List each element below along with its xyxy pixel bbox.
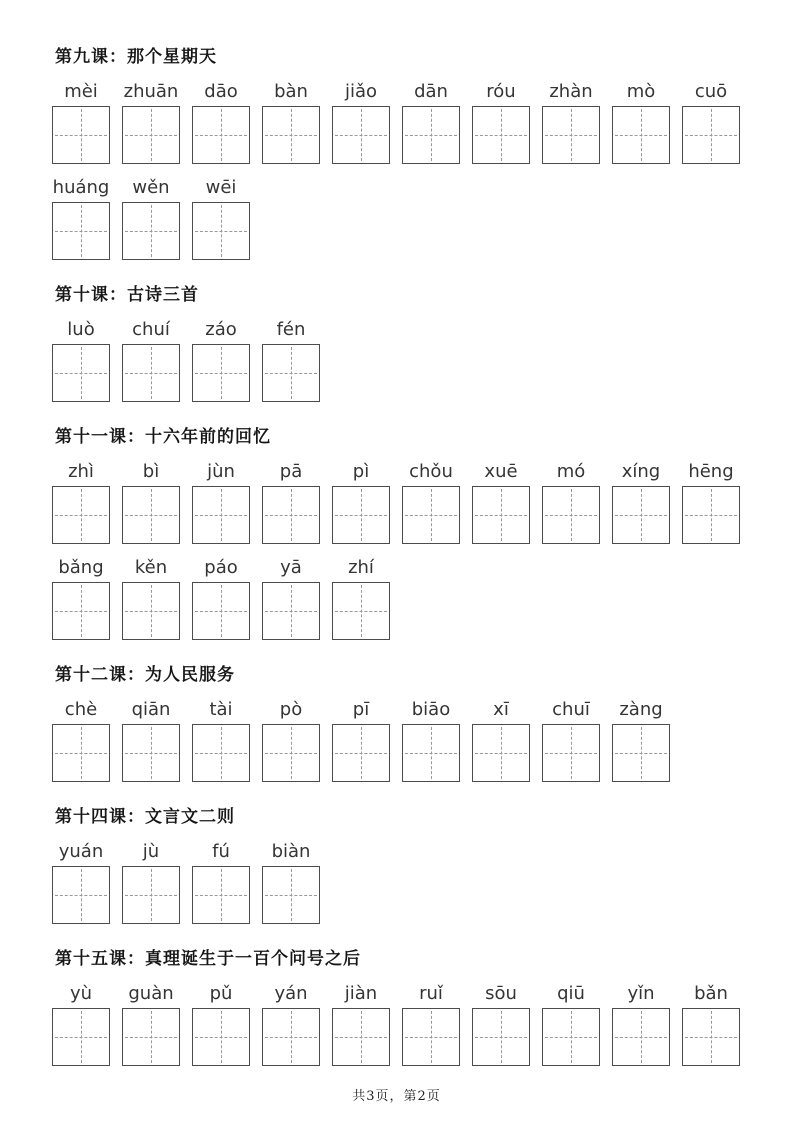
- tianzige-box: [52, 202, 110, 260]
- pinyin-cell: [472, 698, 530, 782]
- pinyin-label: chè: [64, 699, 98, 720]
- pinyin-label: pì: [352, 461, 370, 482]
- pinyin-row: [52, 318, 742, 402]
- pinyin-cell: [612, 460, 670, 544]
- tianzige-box: [192, 106, 250, 164]
- lesson-section: [52, 664, 742, 782]
- pinyin-cell: [262, 80, 320, 164]
- pinyin-cell: [122, 318, 180, 402]
- tianzige-box: [612, 1008, 670, 1066]
- pinyin-label: hēng: [688, 461, 734, 482]
- pinyin-label: dān: [414, 81, 448, 102]
- lesson-title: 第十一课：十六年前的回忆: [55, 427, 271, 447]
- pinyin-cell: [122, 698, 180, 782]
- tianzige-box: [682, 486, 740, 544]
- pinyin-label: yán: [274, 983, 308, 1004]
- pinyin-label: mèi: [64, 81, 98, 102]
- pinyin-label: sōu: [485, 983, 517, 1004]
- tianzige-box: [122, 724, 180, 782]
- tianzige-box: [402, 1008, 460, 1066]
- pinyin-label: zhì: [68, 461, 94, 482]
- pinyin-label: zàng: [619, 699, 663, 720]
- tianzige-box: [192, 202, 250, 260]
- pinyin-label: bì: [142, 461, 160, 482]
- pinyin-row: [52, 698, 742, 782]
- pinyin-row: [52, 556, 742, 640]
- pinyin-cell: [682, 460, 740, 544]
- pinyin-cell: [122, 556, 180, 640]
- pinyin-row: [52, 80, 742, 164]
- tianzige-box: [332, 724, 390, 782]
- pinyin-cell: [262, 318, 320, 402]
- pinyin-row: [52, 176, 742, 260]
- pinyin-cell: [542, 460, 600, 544]
- pinyin-cell: [262, 982, 320, 1066]
- pinyin-cell: [472, 460, 530, 544]
- pinyin-cell: [612, 698, 670, 782]
- pinyin-label: mò: [626, 81, 656, 102]
- pinyin-label: zhí: [348, 557, 374, 578]
- tianzige-box: [192, 866, 250, 924]
- tianzige-box: [472, 486, 530, 544]
- pinyin-cell: [682, 80, 740, 164]
- tianzige-box: [52, 724, 110, 782]
- pinyin-label: qiān: [131, 699, 171, 720]
- tianzige-box: [262, 344, 320, 402]
- pinyin-label: pò: [279, 699, 303, 720]
- tianzige-box: [402, 106, 460, 164]
- tianzige-box: [262, 106, 320, 164]
- pinyin-cell: [192, 80, 250, 164]
- pinyin-cell: [332, 556, 390, 640]
- pinyin-cell: [52, 460, 110, 544]
- pinyin-cell: [332, 460, 390, 544]
- pinyin-label: bǎn: [694, 983, 728, 1004]
- pinyin-label: jùn: [207, 461, 235, 482]
- tianzige-box: [332, 1008, 390, 1066]
- pinyin-label: bǎng: [58, 557, 104, 578]
- pinyin-label: dāo: [204, 81, 238, 102]
- pinyin-label: zhàn: [549, 81, 593, 102]
- pinyin-cell: [262, 840, 320, 924]
- pinyin-cell: [52, 698, 110, 782]
- pinyin-cell: [402, 698, 460, 782]
- pinyin-label: chuī: [552, 699, 590, 720]
- pinyin-label: kěn: [134, 557, 168, 578]
- tianzige-box: [192, 582, 250, 640]
- pinyin-cell: [332, 982, 390, 1066]
- lesson-title: 第十课：古诗三首: [55, 285, 199, 305]
- pinyin-cell: [52, 982, 110, 1066]
- pinyin-cell: [52, 176, 110, 260]
- pinyin-cell: [612, 80, 670, 164]
- tianzige-box: [612, 106, 670, 164]
- pinyin-label: xuē: [484, 461, 518, 482]
- pinyin-label: chuí: [132, 319, 170, 340]
- pinyin-label: zhuān: [123, 81, 179, 102]
- lesson-section: [52, 284, 742, 402]
- pinyin-cell: [612, 982, 670, 1066]
- pinyin-cell: [542, 698, 600, 782]
- page-footer: 共3页，第2页: [352, 1089, 441, 1104]
- tianzige-box: [332, 582, 390, 640]
- pinyin-row: [52, 840, 742, 924]
- tianzige-box: [122, 866, 180, 924]
- tianzige-box: [682, 106, 740, 164]
- pinyin-cell: [122, 840, 180, 924]
- tianzige-box: [52, 344, 110, 402]
- tianzige-box: [122, 344, 180, 402]
- tianzige-box: [122, 486, 180, 544]
- pinyin-label: xī: [493, 699, 509, 720]
- pinyin-row: [52, 460, 742, 544]
- tianzige-box: [542, 486, 600, 544]
- tianzige-box: [402, 724, 460, 782]
- tianzige-box: [472, 724, 530, 782]
- pinyin-cell: [262, 460, 320, 544]
- lesson-title: 第十五课：真理诞生于一百个问号之后: [55, 949, 361, 969]
- pinyin-label: fén: [276, 319, 306, 340]
- tianzige-box: [122, 106, 180, 164]
- pinyin-label: guàn: [128, 983, 174, 1004]
- pinyin-cell: [262, 556, 320, 640]
- pinyin-cell: [542, 80, 600, 164]
- tianzige-box: [542, 1008, 600, 1066]
- pinyin-label: biàn: [271, 841, 311, 862]
- tianzige-box: [192, 1008, 250, 1066]
- tianzige-box: [402, 486, 460, 544]
- tianzige-box: [472, 1008, 530, 1066]
- pinyin-cell: [542, 982, 600, 1066]
- pinyin-cell: [192, 698, 250, 782]
- pinyin-cell: [122, 460, 180, 544]
- pinyin-label: chǒu: [409, 461, 453, 482]
- lesson-section: [52, 46, 742, 260]
- tianzige-box: [52, 582, 110, 640]
- lesson-section: [52, 806, 742, 924]
- pinyin-cell: [262, 698, 320, 782]
- lesson-title: 第十二课：为人民服务: [55, 665, 235, 685]
- pinyin-cell: [192, 982, 250, 1066]
- tianzige-box: [612, 724, 670, 782]
- pinyin-label: wěn: [132, 177, 170, 198]
- tianzige-box: [192, 724, 250, 782]
- pinyin-cell: [192, 460, 250, 544]
- tianzige-box: [262, 724, 320, 782]
- pinyin-cell: [52, 840, 110, 924]
- pinyin-label: biāo: [411, 699, 451, 720]
- pinyin-label: qiū: [557, 983, 585, 1004]
- tianzige-box: [682, 1008, 740, 1066]
- tianzige-box: [262, 486, 320, 544]
- lesson-section: [52, 948, 742, 1066]
- pinyin-label: yù: [69, 983, 93, 1004]
- tianzige-box: [122, 1008, 180, 1066]
- pinyin-cell: [402, 460, 460, 544]
- pinyin-cell: [682, 982, 740, 1066]
- tianzige-box: [542, 724, 600, 782]
- tianzige-box: [262, 582, 320, 640]
- pinyin-label: huáng: [52, 177, 110, 198]
- tianzige-box: [262, 866, 320, 924]
- tianzige-box: [472, 106, 530, 164]
- pinyin-label: jiǎo: [344, 81, 378, 102]
- tianzige-box: [52, 486, 110, 544]
- pinyin-label: páo: [204, 557, 238, 578]
- pinyin-label: pī: [352, 699, 370, 720]
- tianzige-box: [52, 106, 110, 164]
- pinyin-cell: [122, 176, 180, 260]
- tianzige-box: [332, 486, 390, 544]
- lesson-title: 第十四课：文言文二则: [55, 807, 235, 827]
- pinyin-cell: [332, 80, 390, 164]
- pinyin-label: yuán: [58, 841, 104, 862]
- pinyin-row: [52, 982, 742, 1066]
- pinyin-label: fú: [212, 841, 230, 862]
- tianzige-box: [262, 1008, 320, 1066]
- pinyin-label: bàn: [274, 81, 308, 102]
- pinyin-cell: [402, 982, 460, 1066]
- pinyin-label: cuō: [694, 81, 728, 102]
- pinyin-cell: [332, 698, 390, 782]
- pinyin-cell: [52, 80, 110, 164]
- tianzige-box: [192, 486, 250, 544]
- pinyin-cell: [122, 80, 180, 164]
- tianzige-box: [52, 1008, 110, 1066]
- pinyin-label: jiàn: [344, 983, 378, 1004]
- tianzige-box: [122, 202, 180, 260]
- pinyin-label: ruǐ: [419, 983, 443, 1004]
- pinyin-cell: [52, 318, 110, 402]
- pinyin-cell: [192, 318, 250, 402]
- tianzige-box: [122, 582, 180, 640]
- pinyin-label: jù: [142, 841, 160, 862]
- pinyin-label: yā: [280, 557, 302, 578]
- lesson-section: [52, 426, 742, 640]
- pinyin-cell: [52, 556, 110, 640]
- pinyin-label: záo: [205, 319, 237, 340]
- worksheet-body: [52, 46, 742, 1066]
- pinyin-label: róu: [486, 81, 516, 102]
- pinyin-label: yǐn: [627, 983, 655, 1004]
- pinyin-cell: [192, 840, 250, 924]
- pinyin-label: pǔ: [209, 983, 233, 1004]
- pinyin-label: tài: [209, 699, 233, 720]
- pinyin-cell: [472, 80, 530, 164]
- pinyin-cell: [402, 80, 460, 164]
- pinyin-label: wēi: [205, 177, 237, 198]
- pinyin-cell: [472, 982, 530, 1066]
- pinyin-label: pā: [279, 461, 303, 482]
- tianzige-box: [192, 344, 250, 402]
- tianzige-box: [542, 106, 600, 164]
- pinyin-label: xíng: [621, 461, 661, 482]
- pinyin-cell: [192, 176, 250, 260]
- pinyin-cell: [192, 556, 250, 640]
- pinyin-cell: [122, 982, 180, 1066]
- pinyin-label: luò: [67, 319, 95, 340]
- tianzige-box: [612, 486, 670, 544]
- tianzige-box: [52, 866, 110, 924]
- tianzige-box: [332, 106, 390, 164]
- lesson-title: 第九课：那个星期天: [55, 47, 217, 67]
- pinyin-label: mó: [556, 461, 586, 482]
